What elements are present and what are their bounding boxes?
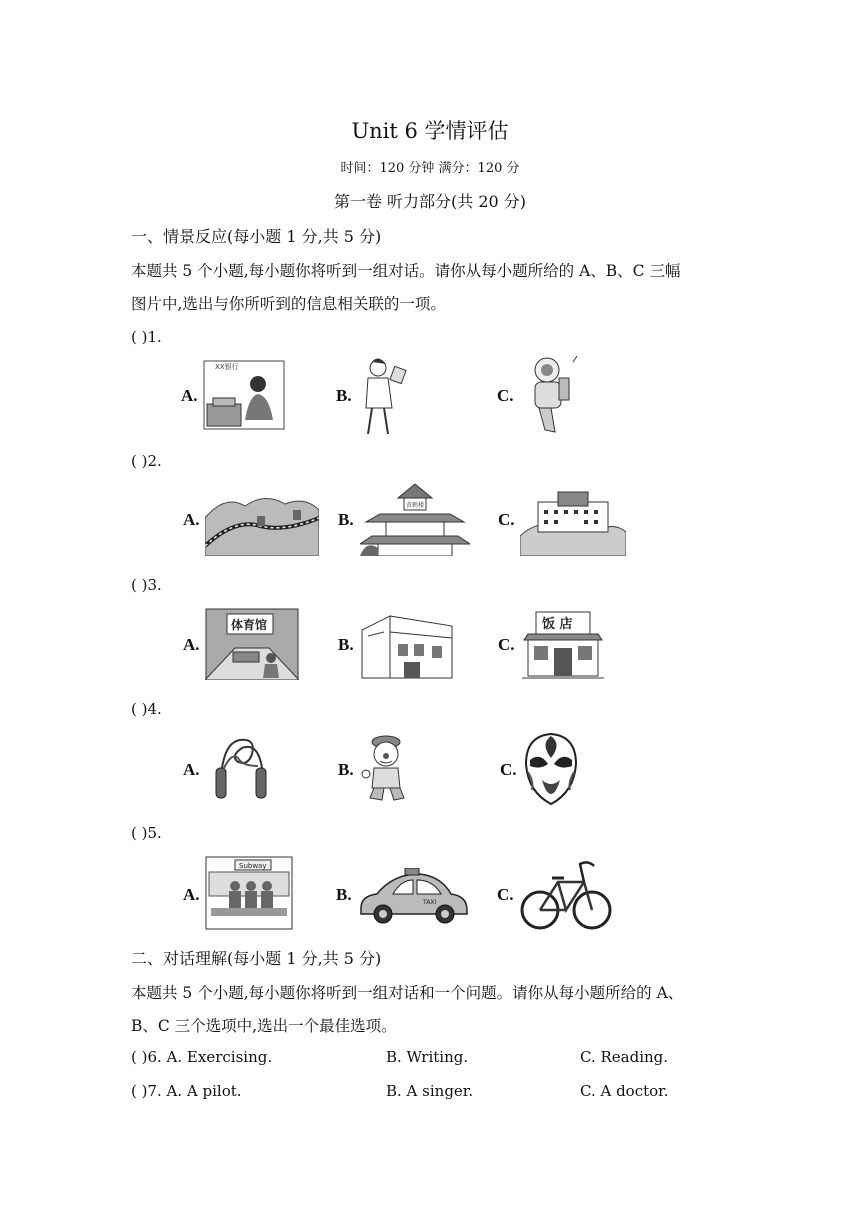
clown-image [360, 732, 416, 804]
doctor-image [358, 356, 410, 438]
q2-option-a-label: A. [183, 510, 200, 529]
q5-option-a-label: A. [183, 885, 200, 904]
q4-option-a-label: A. [183, 760, 200, 779]
q1-option-a-label: A. [181, 386, 198, 405]
q3-option-a-label: A. [183, 635, 200, 654]
section2-instruction-line2: B、C 三个选项中,选出一个最佳选项。 [131, 1017, 397, 1035]
astronaut-image [525, 354, 581, 436]
question-1-number: ( )1. [131, 328, 162, 346]
page-title: Unit 6 学情评估 [351, 119, 509, 143]
q1-option-b-label: B. [336, 386, 352, 405]
q5-option-c-label: C. [497, 885, 514, 904]
potala-palace-image [520, 488, 626, 556]
question-3-number: ( )3. [131, 576, 162, 594]
q3-option-c-label: C. [498, 635, 515, 654]
bicycle-image [520, 856, 612, 932]
restaurant-sign: 饭 店 [542, 617, 573, 632]
question-6-stem: ( )6. A. Exercising. [131, 1048, 273, 1066]
question-6-option-c: C. Reading. [580, 1048, 669, 1066]
question-5-number: ( )5. [131, 824, 162, 842]
exam-meta: 时间：120 分钟 满分：120 分 [340, 161, 520, 176]
section1-instruction-line1: 本题共 5 个小题,每小题你将听到一组对话。请你从每小题所给的 A、B、C 三幅 [131, 262, 681, 280]
jump-rope-image [212, 732, 274, 802]
bank-clerk-image [203, 360, 285, 430]
question-6-option-b: B. Writing. [386, 1048, 469, 1066]
gym-image [205, 608, 299, 680]
tower-sign: 黄鹤楼 [406, 502, 425, 509]
question-4-number: ( )4. [131, 700, 162, 718]
section2-heading: 二、对话理解(每小题 1 分,共 5 分) [131, 949, 382, 968]
question-7-option-c: C. A doctor. [580, 1082, 669, 1100]
q4-option-c-label: C. [500, 760, 517, 779]
q2-option-c-label: C. [498, 510, 515, 529]
opera-mask-image [522, 732, 580, 806]
great-wall-image [205, 488, 319, 556]
q4-option-b-label: B. [338, 760, 354, 779]
section1-instruction-line2: 图片中,选出与你所听到的信息相关联的一项。 [131, 295, 446, 313]
taxi-sign: TAXI [423, 899, 437, 906]
subway-image [205, 856, 293, 930]
part-heading: 第一卷 听力部分(共 20 分) [333, 192, 527, 211]
question-7-option-b: B. A singer. [386, 1082, 474, 1100]
taxi-image [357, 868, 469, 924]
q3-option-b-label: B. [338, 635, 354, 654]
yellow-crane-tower-image [360, 482, 470, 556]
section1-heading: 一、情景反应(每小题 1 分,共 5 分) [131, 227, 382, 246]
section2-instruction-line1: 本题共 5 个小题,每小题你将听到一组对话和一个问题。请你从每小题所给的 A、 [131, 984, 684, 1002]
question-7-stem: ( )7. A. A pilot. [131, 1082, 242, 1100]
q2-option-b-label: B. [338, 510, 354, 529]
bank-sign: XX银行 [215, 363, 239, 371]
question-2-number: ( )2. [131, 452, 162, 470]
restaurant-image [522, 610, 604, 680]
library-building-image [360, 612, 454, 680]
q5-option-b-label: B. [336, 885, 352, 904]
gym-sign: 体育馆 [231, 618, 268, 632]
q1-option-c-label: C. [497, 386, 514, 405]
subway-sign: Subway [239, 862, 267, 870]
